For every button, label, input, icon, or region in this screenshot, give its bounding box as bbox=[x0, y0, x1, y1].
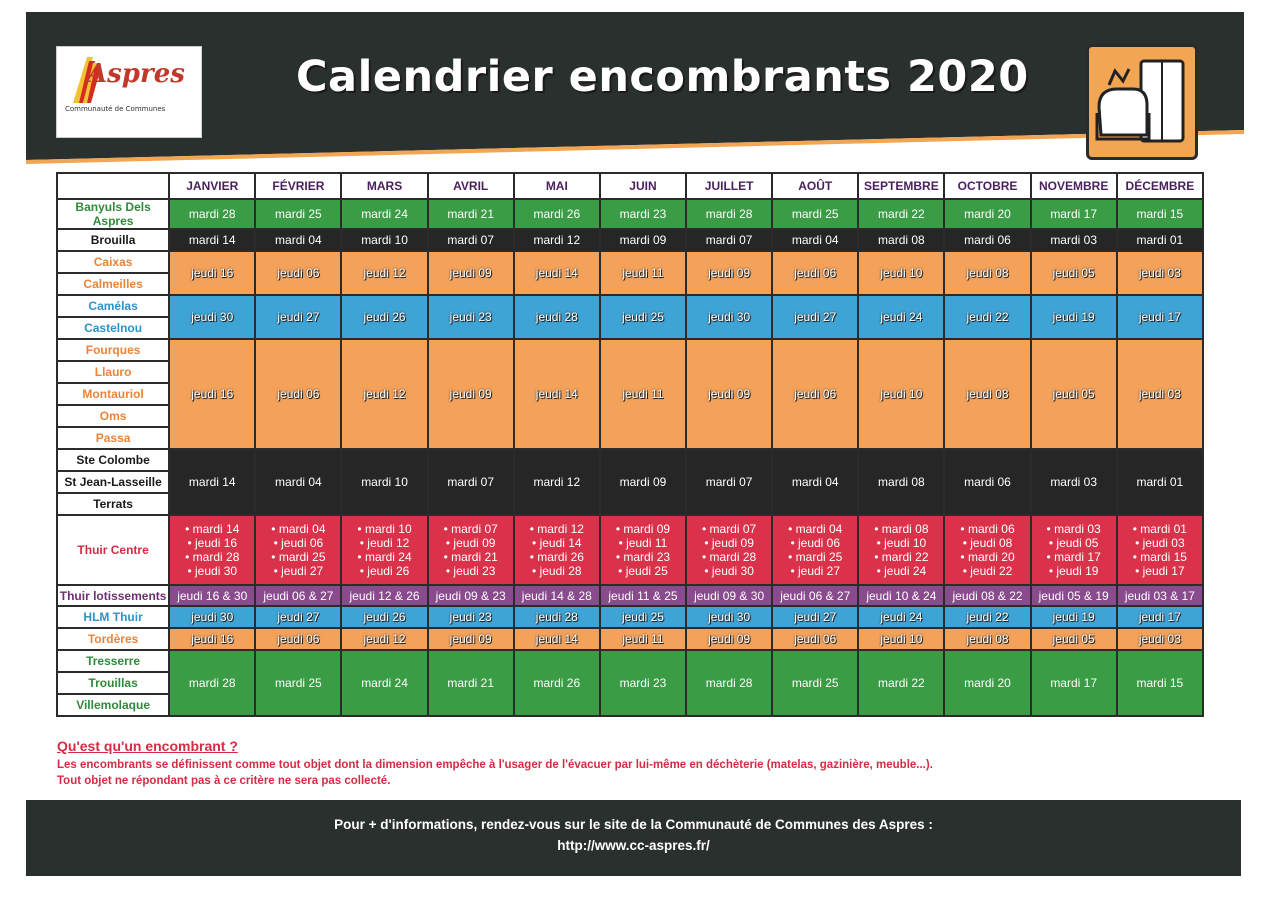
date-cell: jeudi 11 bbox=[600, 628, 686, 650]
date-cell: jeudi 06 bbox=[772, 628, 858, 650]
date-cell: jeudi 09 bbox=[686, 628, 772, 650]
logo-subtitle: Communauté de Communes bbox=[65, 105, 166, 113]
date-cell: jeudi 09 bbox=[428, 628, 514, 650]
date-cell: jeudi 08 & 22 bbox=[944, 585, 1030, 606]
date-cell: mardi 07 bbox=[428, 449, 514, 515]
date-cell: jeudi 10 bbox=[858, 251, 944, 295]
town-tresserre: Tresserre bbox=[57, 650, 169, 672]
table-row bbox=[57, 606, 1203, 628]
date-cell: mardi 26 bbox=[514, 199, 600, 229]
date-cell: jeudi 30 bbox=[169, 295, 255, 339]
date-cell: jeudi 19 bbox=[1031, 606, 1117, 628]
definition-text: Les encombrants se définissent comme tout objet dont la dimension empêche à l'usager de l'évacuer par lui-même en déchèterie (matelas, gazinière, meuble...). bbox=[57, 759, 933, 771]
date-cell: mardi 07 bbox=[428, 229, 514, 251]
date-cell: jeudi 28 bbox=[514, 606, 600, 628]
town-hlm-thuir: HLM Thuir bbox=[57, 606, 169, 628]
date-cell: mardi 12 bbox=[514, 229, 600, 251]
date-cell: jeudi 05 bbox=[1031, 628, 1117, 650]
date-cell: • mardi 08 • jeudi 10 • mardi 22 • jeudi 24 bbox=[858, 515, 944, 585]
town-passa: Passa bbox=[57, 427, 169, 449]
date-cell: jeudi 09 & 23 bbox=[428, 585, 514, 606]
date-cell: mardi 08 bbox=[858, 449, 944, 515]
date-cell: • mardi 01 • jeudi 03 • mardi 15 • jeudi 17 bbox=[1117, 515, 1203, 585]
date-cell: jeudi 06 bbox=[255, 628, 341, 650]
date-cell: mardi 28 bbox=[169, 199, 255, 229]
date-cell: mardi 07 bbox=[686, 229, 772, 251]
table-row bbox=[57, 628, 1203, 650]
date-cell: • mardi 12 • jeudi 14 • mardi 26 • jeudi 28 bbox=[514, 515, 600, 585]
town-trouillas: Trouillas bbox=[57, 672, 169, 694]
date-cell: mardi 24 bbox=[341, 650, 427, 716]
date-cell: mardi 25 bbox=[772, 650, 858, 716]
logo bbox=[56, 46, 202, 138]
town-brouilla: Brouilla bbox=[57, 229, 169, 251]
table-row bbox=[57, 199, 1203, 229]
date-cell: jeudi 10 & 24 bbox=[858, 585, 944, 606]
date-cell: jeudi 06 & 27 bbox=[255, 585, 341, 606]
date-cell: mardi 01 bbox=[1117, 229, 1203, 251]
date-cell: jeudi 06 bbox=[772, 339, 858, 449]
town-montauriol: Montauriol bbox=[57, 383, 169, 405]
date-cell: jeudi 17 bbox=[1117, 606, 1203, 628]
date-cell: jeudi 30 bbox=[686, 295, 772, 339]
date-cell: jeudi 16 bbox=[169, 628, 255, 650]
date-cell: jeudi 14 bbox=[514, 628, 600, 650]
table-row bbox=[57, 515, 1203, 585]
town-torderes: Tordères bbox=[57, 628, 169, 650]
date-cell: jeudi 27 bbox=[255, 295, 341, 339]
town-caixas: Caixas bbox=[57, 251, 169, 273]
date-cell: • mardi 07 • jeudi 09 • mardi 21 • jeudi 23 bbox=[428, 515, 514, 585]
date-cell: jeudi 09 bbox=[428, 339, 514, 449]
date-cell: jeudi 26 bbox=[341, 606, 427, 628]
date-cell: mardi 28 bbox=[169, 650, 255, 716]
date-cell: mardi 10 bbox=[341, 449, 427, 515]
date-cell: mardi 15 bbox=[1117, 199, 1203, 229]
definition-note: Tout objet ne répondant pas à ce critère ne sera pas collecté. bbox=[57, 775, 391, 787]
town-calmeilles: Calmeilles bbox=[57, 273, 169, 295]
table-row bbox=[57, 229, 1203, 251]
date-cell: jeudi 14 & 28 bbox=[514, 585, 600, 606]
table-row bbox=[57, 585, 1203, 606]
date-cell: mardi 20 bbox=[944, 650, 1030, 716]
month-header: AVRIL bbox=[428, 173, 514, 199]
date-cell: jeudi 12 & 26 bbox=[341, 585, 427, 606]
date-cell: mardi 12 bbox=[514, 449, 600, 515]
date-cell: jeudi 17 bbox=[1117, 295, 1203, 339]
town-banyuls: Banyuls Dels Aspres bbox=[57, 199, 169, 229]
date-cell: mardi 25 bbox=[255, 650, 341, 716]
date-cell: jeudi 12 bbox=[341, 251, 427, 295]
date-cell: jeudi 14 bbox=[514, 339, 600, 449]
date-cell: jeudi 24 bbox=[858, 295, 944, 339]
footer-band bbox=[26, 800, 1241, 876]
date-cell: jeudi 27 bbox=[772, 295, 858, 339]
table-row bbox=[57, 650, 1203, 672]
date-cell: jeudi 09 bbox=[686, 251, 772, 295]
town-terrats: Terrats bbox=[57, 493, 169, 515]
date-cell: jeudi 28 bbox=[514, 295, 600, 339]
date-cell: jeudi 03 bbox=[1117, 628, 1203, 650]
town-ste-colombe: Ste Colombe bbox=[57, 449, 169, 471]
date-cell: mardi 09 bbox=[600, 449, 686, 515]
date-cell: jeudi 11 & 25 bbox=[600, 585, 686, 606]
month-header: MARS bbox=[341, 173, 427, 199]
month-header: JUILLET bbox=[686, 173, 772, 199]
date-cell: mardi 06 bbox=[944, 229, 1030, 251]
date-cell: mardi 24 bbox=[341, 199, 427, 229]
month-header: JANVIER bbox=[169, 173, 255, 199]
date-cell: • mardi 04 • jeudi 06 • mardi 25 • jeudi 27 bbox=[255, 515, 341, 585]
logo-text: Aspres bbox=[87, 59, 185, 89]
date-cell: jeudi 23 bbox=[428, 606, 514, 628]
month-header: MAI bbox=[514, 173, 600, 199]
date-cell: mardi 21 bbox=[428, 650, 514, 716]
calendar-table bbox=[56, 172, 1204, 716]
date-cell: jeudi 30 bbox=[169, 606, 255, 628]
date-cell: mardi 14 bbox=[169, 229, 255, 251]
date-cell: jeudi 09 bbox=[428, 251, 514, 295]
bulky-items-icon bbox=[1089, 47, 1195, 157]
date-cell: jeudi 08 bbox=[944, 628, 1030, 650]
town-fourques: Fourques bbox=[57, 339, 169, 361]
date-cell: jeudi 12 bbox=[341, 628, 427, 650]
date-cell: • mardi 03 • jeudi 05 • mardi 17 • jeudi 19 bbox=[1031, 515, 1117, 585]
date-cell: mardi 01 bbox=[1117, 449, 1203, 515]
table-row bbox=[57, 449, 1203, 471]
date-cell: jeudi 10 bbox=[858, 339, 944, 449]
date-cell: jeudi 27 bbox=[772, 606, 858, 628]
furniture-icon bbox=[1086, 44, 1198, 160]
date-cell: mardi 14 bbox=[169, 449, 255, 515]
date-cell: mardi 03 bbox=[1031, 449, 1117, 515]
town-thuir-lotissements: Thuir lotissements bbox=[57, 585, 169, 606]
date-cell: mardi 20 bbox=[944, 199, 1030, 229]
date-cell: mardi 04 bbox=[255, 229, 341, 251]
month-header: FÉVRIER bbox=[255, 173, 341, 199]
date-cell: mardi 21 bbox=[428, 199, 514, 229]
date-cell: mardi 07 bbox=[686, 449, 772, 515]
date-cell: mardi 22 bbox=[858, 650, 944, 716]
town-oms: Oms bbox=[57, 405, 169, 427]
date-cell: mardi 26 bbox=[514, 650, 600, 716]
date-cell: jeudi 19 bbox=[1031, 295, 1117, 339]
month-header: NOVEMBRE bbox=[1031, 173, 1117, 199]
date-cell: jeudi 06 bbox=[255, 339, 341, 449]
date-cell: • mardi 14 • jeudi 16 • mardi 28 • jeudi 30 bbox=[169, 515, 255, 585]
date-cell: mardi 04 bbox=[772, 449, 858, 515]
town-castelnou: Castelnou bbox=[57, 317, 169, 339]
date-cell: mardi 10 bbox=[341, 229, 427, 251]
date-cell: mardi 04 bbox=[255, 449, 341, 515]
town-llauro: Llauro bbox=[57, 361, 169, 383]
month-header: JUIN bbox=[600, 173, 686, 199]
month-header: OCTOBRE bbox=[944, 173, 1030, 199]
date-cell: jeudi 05 bbox=[1031, 251, 1117, 295]
date-cell: jeudi 10 bbox=[858, 628, 944, 650]
date-cell: jeudi 11 bbox=[600, 339, 686, 449]
date-cell: • mardi 04 • jeudi 06 • mardi 25 • jeudi 27 bbox=[772, 515, 858, 585]
town-thuir-centre: Thuir Centre bbox=[57, 515, 169, 585]
date-cell: jeudi 16 bbox=[169, 339, 255, 449]
date-cell: mardi 22 bbox=[858, 199, 944, 229]
date-cell: mardi 08 bbox=[858, 229, 944, 251]
date-cell: jeudi 05 & 19 bbox=[1031, 585, 1117, 606]
date-cell: jeudi 06 bbox=[255, 251, 341, 295]
date-cell: jeudi 08 bbox=[944, 251, 1030, 295]
date-cell: jeudi 03 bbox=[1117, 339, 1203, 449]
definition-title: Qu'est qu'un encombrant ? bbox=[57, 738, 238, 754]
page-title: Calendrier encombrants 2020 bbox=[296, 52, 1029, 102]
date-cell: jeudi 23 bbox=[428, 295, 514, 339]
date-cell: jeudi 16 bbox=[169, 251, 255, 295]
table-row bbox=[57, 295, 1203, 317]
date-cell: jeudi 22 bbox=[944, 606, 1030, 628]
date-cell: jeudi 12 bbox=[341, 339, 427, 449]
month-header: SEPTEMBRE bbox=[858, 173, 944, 199]
date-cell: jeudi 25 bbox=[600, 606, 686, 628]
date-cell: mardi 03 bbox=[1031, 229, 1117, 251]
date-cell: mardi 25 bbox=[255, 199, 341, 229]
date-cell: mardi 15 bbox=[1117, 650, 1203, 716]
date-cell: jeudi 06 bbox=[772, 251, 858, 295]
date-cell: jeudi 11 bbox=[600, 251, 686, 295]
date-cell: mardi 17 bbox=[1031, 650, 1117, 716]
date-cell: jeudi 03 bbox=[1117, 251, 1203, 295]
date-cell: • mardi 10 • jeudi 12 • mardi 24 • jeudi 26 bbox=[341, 515, 427, 585]
date-cell: jeudi 24 bbox=[858, 606, 944, 628]
date-cell: mardi 28 bbox=[686, 650, 772, 716]
date-cell: mardi 17 bbox=[1031, 199, 1117, 229]
footer-info: Pour + d'informations, rendez-vous sur le site de la Communauté de Communes des Aspres : bbox=[334, 817, 933, 832]
footer-url-link[interactable]: http://www.cc-aspres.fr/ bbox=[557, 838, 710, 853]
date-cell: jeudi 30 bbox=[686, 606, 772, 628]
date-cell: • mardi 06 • jeudi 08 • mardi 20 • jeudi 22 bbox=[944, 515, 1030, 585]
town-st-jean-lasseille: St Jean-Lasseille bbox=[57, 471, 169, 493]
date-cell: mardi 25 bbox=[772, 199, 858, 229]
town-camelas: Camélas bbox=[57, 295, 169, 317]
date-cell: mardi 06 bbox=[944, 449, 1030, 515]
date-cell: jeudi 03 & 17 bbox=[1117, 585, 1203, 606]
table-row bbox=[57, 251, 1203, 273]
town-villemolaque: Villemolaque bbox=[57, 694, 169, 716]
date-cell: mardi 23 bbox=[600, 650, 686, 716]
date-cell: mardi 04 bbox=[772, 229, 858, 251]
date-cell: jeudi 05 bbox=[1031, 339, 1117, 449]
date-cell: jeudi 26 bbox=[341, 295, 427, 339]
date-cell: mardi 23 bbox=[600, 199, 686, 229]
date-cell: jeudi 22 bbox=[944, 295, 1030, 339]
date-cell: mardi 28 bbox=[686, 199, 772, 229]
month-header: DÉCEMBRE bbox=[1117, 173, 1203, 199]
table-row bbox=[57, 339, 1203, 361]
date-cell: mardi 09 bbox=[600, 229, 686, 251]
date-cell: jeudi 16 & 30 bbox=[169, 585, 255, 606]
date-cell: jeudi 08 bbox=[944, 339, 1030, 449]
date-cell: jeudi 09 bbox=[686, 339, 772, 449]
date-cell: jeudi 14 bbox=[514, 251, 600, 295]
date-cell: • mardi 07 • jeudi 09 • mardi 28 • jeudi 30 bbox=[686, 515, 772, 585]
corner-cell bbox=[57, 173, 169, 199]
date-cell: jeudi 27 bbox=[255, 606, 341, 628]
month-header: AOÛT bbox=[772, 173, 858, 199]
date-cell: jeudi 25 bbox=[600, 295, 686, 339]
date-cell: jeudi 06 & 27 bbox=[772, 585, 858, 606]
date-cell: • mardi 09 • jeudi 11 • mardi 23 • jeudi 25 bbox=[600, 515, 686, 585]
date-cell: jeudi 09 & 30 bbox=[686, 585, 772, 606]
